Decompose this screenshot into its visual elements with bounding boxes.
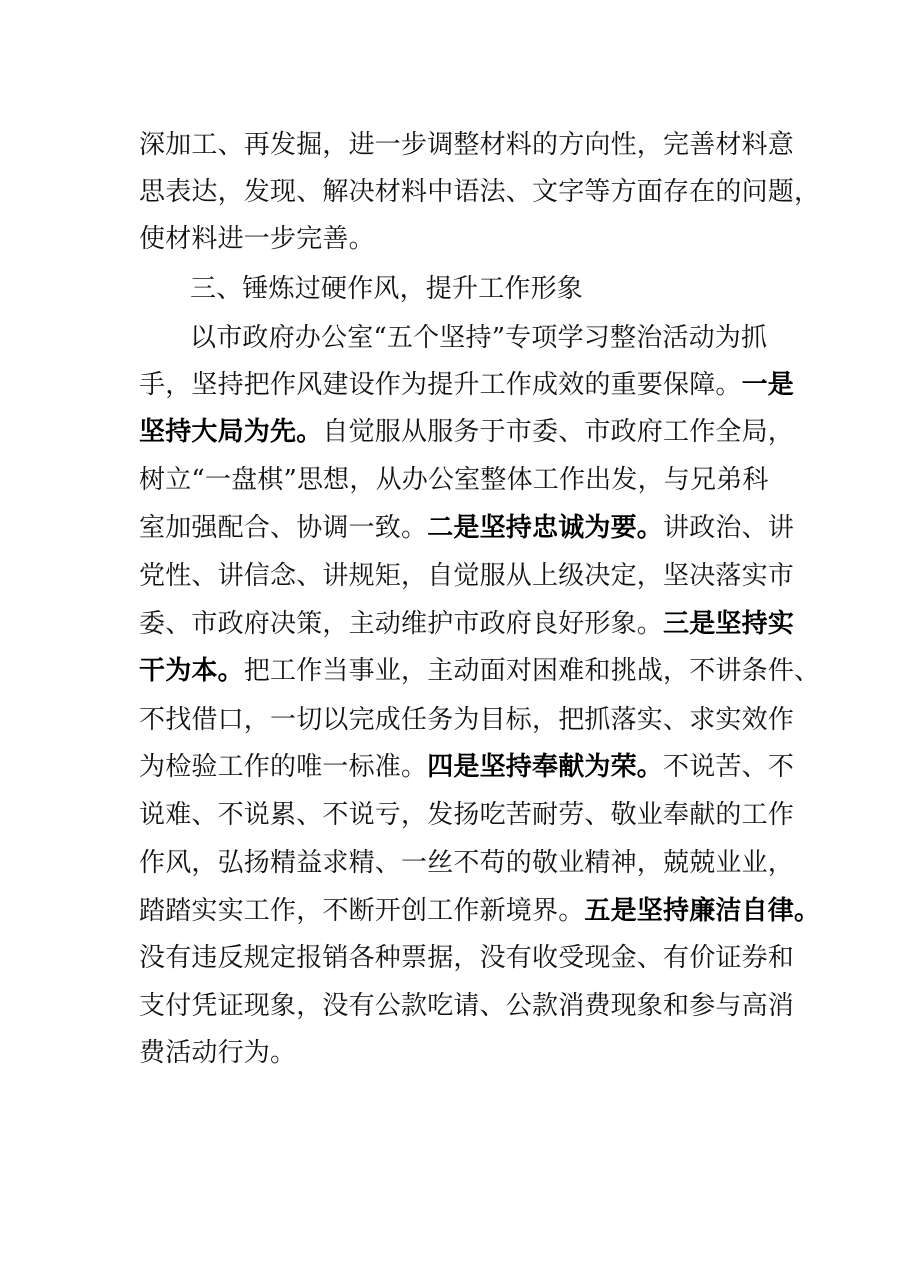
text-segment: 把工作当事业，主动面对困难和挑战，不讲条件、 [243,656,821,686]
section-heading-text: 三、锤炼过硬作风，提升工作形象 [190,274,584,304]
text-line [139,843,794,883]
text-segment: 以市政府办公室“五个坚持”专项学习整治活动为抓 [190,323,768,353]
text-line [139,651,820,691]
bold-point-title: 干为本。 [139,656,244,686]
text-line [190,318,767,358]
bold-point-title: 四是坚持奉献为荣。 [427,752,664,782]
text-segment: 党性、讲信念、讲规矩，自觉服从上级决定，坚决落实市 [139,561,795,591]
text-segment: 支付凭证现象，没有公款吃请、公款消费现象和参与高消 [139,991,795,1021]
text-segment: 踏踏实实工作，不断开创工作新境界。 [139,896,585,926]
text-line [139,938,794,978]
text-segment: 手，坚持把作风建设作为提升工作成效的重要保障。 [139,370,742,400]
text-line [139,986,794,1026]
text-segment: 没有违反规定报销各种票据，没有收受现金、有价证券和 [139,943,795,973]
text-segment: 使材料进一步完善。 [139,224,375,254]
text-segment: 不找借口，一切以完成任务为目标，把抓落实、求实效作 [139,705,795,735]
text-line [139,365,794,405]
text-line [139,1033,296,1073]
text-segment: 思表达，发现、解决材料中语法、文字等方面存在的问题， [139,177,821,207]
text-segment: 不说苦、不 [663,752,795,782]
section-heading [190,269,583,309]
text-segment: 为检验工作的唯一标准。 [139,752,428,782]
bold-point-title: 三是坚持实 [663,609,795,639]
text-segment: 说难、不说累、不说亏，发扬吃苦耐劳、敬业奉献的工作 [139,800,795,830]
text-segment: 室加强配合、协调一致。 [139,513,428,543]
text-segment: 树立“一盘棋”思想，从办公室整体工作出发，与兄弟科 [139,465,769,495]
text-line [139,795,794,835]
text-segment: 委、市政府决策，主动维护市政府良好形象。 [139,609,664,639]
text-line [139,172,820,212]
text-line [139,747,794,787]
text-segment: 自觉服从服务于市委、市政府工作全局， [322,417,795,447]
text-line [139,508,794,548]
bold-point-title: 坚持大局为先。 [139,417,323,447]
text-line [139,604,794,644]
text-line [139,412,794,452]
text-segment: 讲政治、讲 [663,513,795,543]
text-line [139,460,769,500]
text-line [139,700,794,740]
bold-point-title: 一是 [741,370,795,400]
text-line [139,891,820,931]
text-line [139,219,375,259]
bold-point-title: 五是坚持廉洁自律。 [584,896,821,926]
text-line [139,125,794,165]
text-segment: 深加工、再发掘，进一步调整材料的方向性，完善材料意 [139,130,795,160]
bold-point-title: 二是坚持忠诚为要。 [427,513,664,543]
text-segment: 作风，弘扬精益求精、一丝不苟的敬业精神，兢兢业业， [139,848,795,878]
text-segment: 费活动行为。 [139,1038,297,1068]
text-line [139,556,794,596]
